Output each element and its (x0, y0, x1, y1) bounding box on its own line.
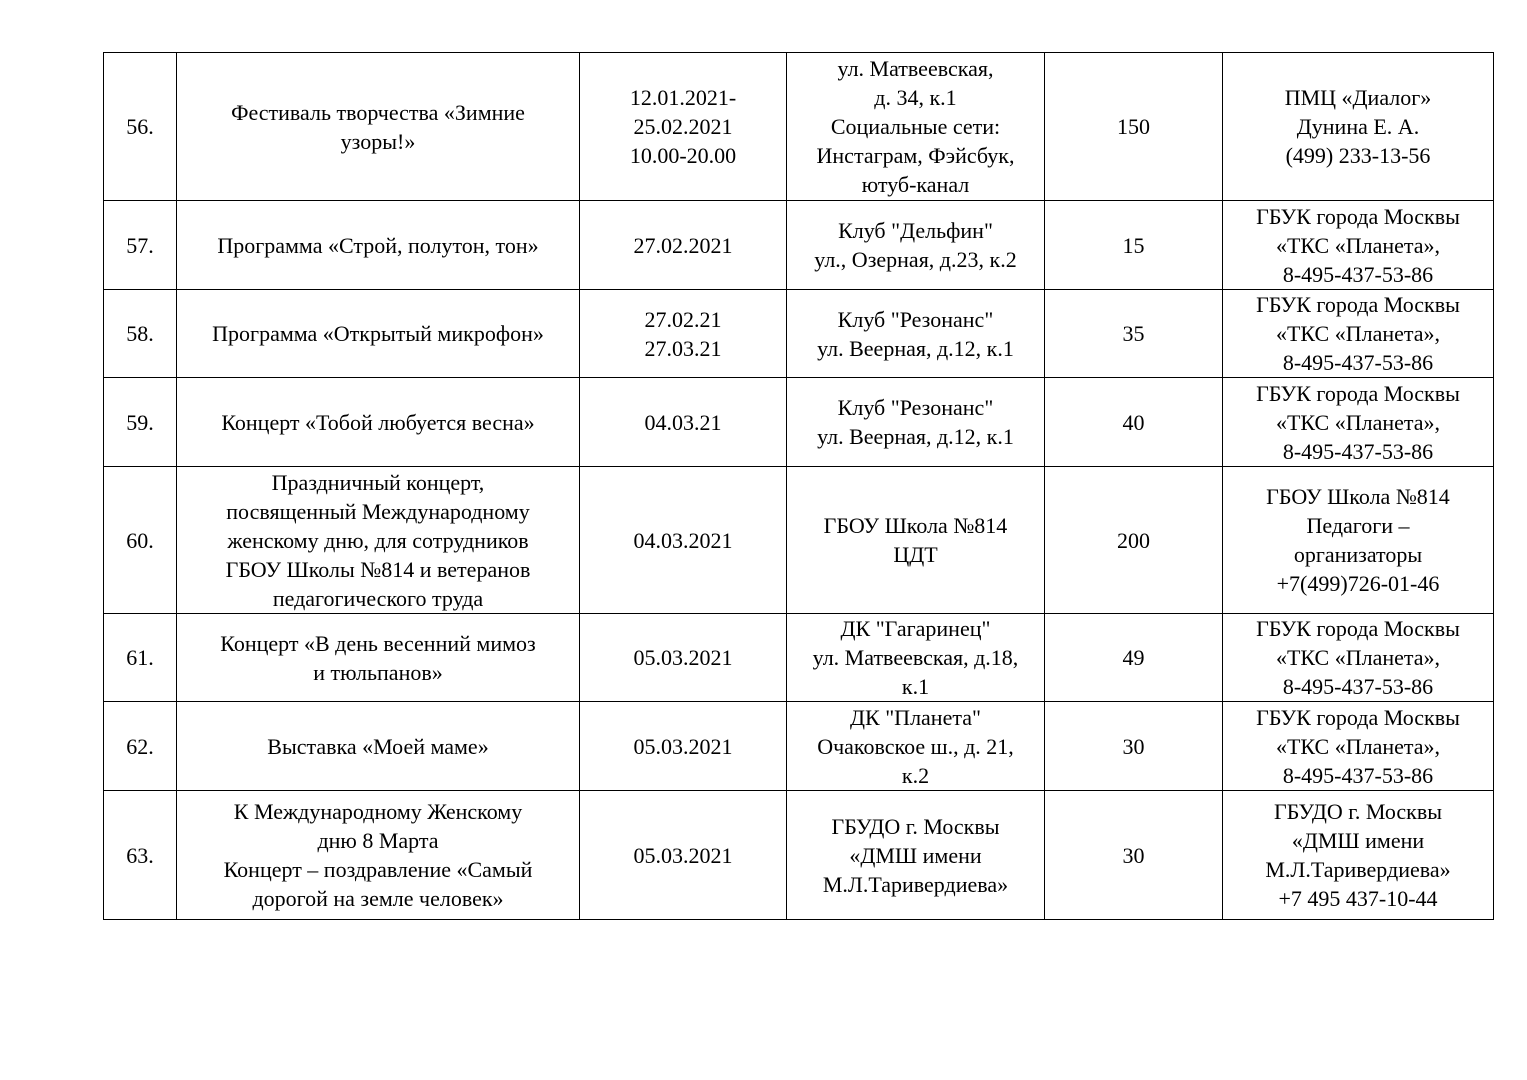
row-number: 57. (104, 201, 177, 290)
participant-count: 150 (1045, 53, 1223, 201)
event-name: К Международному Женскому дню 8 Марта Концерт – поздравление «Самый дорогой на земле человек» (177, 791, 580, 920)
row-number: 59. (104, 378, 177, 467)
event-name: Концерт «В день весенний мимоз и тюльпанов» (177, 614, 580, 702)
table-row (104, 467, 1494, 614)
event-name: Праздничный концерт, посвященный Международному женскому дню, для сотрудников ГБОУ Школы №814 и ветеранов педагогического труда (177, 467, 580, 614)
event-organizer: ГБУК города Москвы «ТКС «Планета», 8-495-437-53-86 (1223, 378, 1494, 467)
event-place: Клуб "Резонанс" ул. Веерная, д.12, к.1 (787, 378, 1045, 467)
participant-count: 35 (1045, 290, 1223, 378)
event-place: Клуб "Дельфин" ул., Озерная, д.23, к.2 (787, 201, 1045, 290)
event-name: Фестиваль творчества «Зимние узоры!» (177, 53, 580, 201)
participant-count: 15 (1045, 201, 1223, 290)
participant-count: 49 (1045, 614, 1223, 702)
table-row (104, 290, 1494, 378)
event-date: 27.02.2021 (580, 201, 787, 290)
event-organizer: ПМЦ «Диалог» Дунина Е. А. (499) 233-13-56 (1223, 53, 1494, 201)
event-organizer: ГБУК города Москвы «ТКС «Планета», 8-495-437-53-86 (1223, 290, 1494, 378)
row-number: 58. (104, 290, 177, 378)
participant-count: 30 (1045, 702, 1223, 791)
row-number: 62. (104, 702, 177, 791)
event-name: Программа «Открытый микрофон» (177, 290, 580, 378)
event-organizer: ГБУК города Москвы «ТКС «Планета», 8-495-437-53-86 (1223, 614, 1494, 702)
table-row (104, 53, 1494, 201)
event-date: 04.03.2021 (580, 467, 787, 614)
event-name: Выставка «Моей маме» (177, 702, 580, 791)
event-date: 04.03.21 (580, 378, 787, 467)
table-row (104, 378, 1494, 467)
row-number: 61. (104, 614, 177, 702)
event-name: Концерт «Тобой любуется весна» (177, 378, 580, 467)
table-row (104, 201, 1494, 290)
participant-count: 40 (1045, 378, 1223, 467)
events-table (103, 52, 1494, 920)
participant-count: 200 (1045, 467, 1223, 614)
event-organizer: ГБУДО г. Москвы «ДМШ имени М.Л.Таривердиева» +7 495 437-10-44 (1223, 791, 1494, 920)
table-row (104, 614, 1494, 702)
event-organizer: ГБУК города Москвы «ТКС «Планета», 8-495-437-53-86 (1223, 201, 1494, 290)
event-place: ГБУДО г. Москвы «ДМШ имени М.Л.Таривердиева» (787, 791, 1045, 920)
event-place: ДК "Планета" Очаковское ш., д. 21, к.2 (787, 702, 1045, 791)
event-date: 12.01.2021- 25.02.2021 10.00-20.00 (580, 53, 787, 201)
event-place: ул. Матвеевская, д. 34, к.1 Социальные сети: Инстаграм, Фэйсбук, ютуб-канал (787, 53, 1045, 201)
table-row (104, 702, 1494, 791)
participant-count: 30 (1045, 791, 1223, 920)
event-date: 05.03.2021 (580, 791, 787, 920)
event-place: ДК "Гагаринец" ул. Матвеевская, д.18, к.1 (787, 614, 1045, 702)
event-place: ГБОУ Школа №814 ЦДТ (787, 467, 1045, 614)
event-place: Клуб "Резонанс" ул. Веерная, д.12, к.1 (787, 290, 1045, 378)
row-number: 63. (104, 791, 177, 920)
row-number: 56. (104, 53, 177, 201)
event-date: 05.03.2021 (580, 702, 787, 791)
event-organizer: ГБОУ Школа №814 Педагоги – организаторы +7(499)726-01-46 (1223, 467, 1494, 614)
event-date: 27.02.21 27.03.21 (580, 290, 787, 378)
row-number: 60. (104, 467, 177, 614)
event-name: Программа «Строй, полутон, тон» (177, 201, 580, 290)
event-organizer: ГБУК города Москвы «ТКС «Планета», 8-495-437-53-86 (1223, 702, 1494, 791)
event-date: 05.03.2021 (580, 614, 787, 702)
table-row (104, 791, 1494, 920)
